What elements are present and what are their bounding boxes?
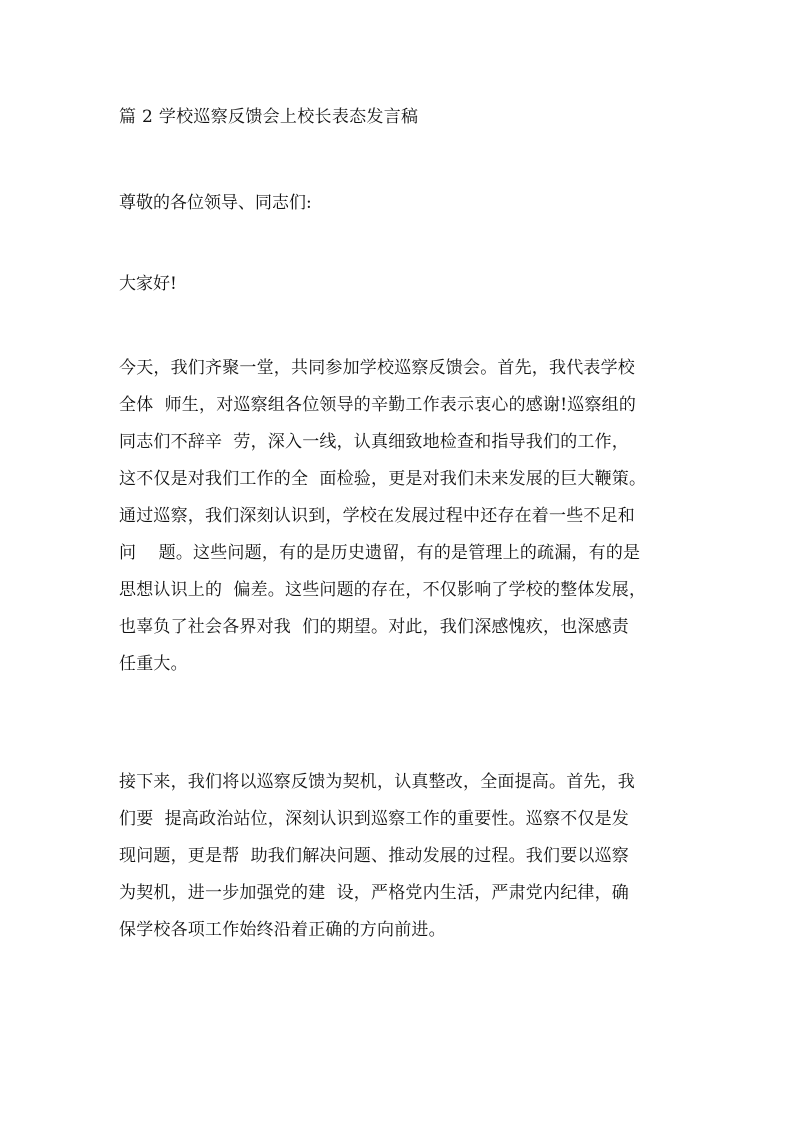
paragraph-2-line: 保学校各项工作始终沿着正确的方向前进。 — [119, 920, 446, 940]
paragraph-1 — [119, 350, 679, 683]
document-title: 篇 2 学校巡察反馈会上校长表态发言稿 — [119, 107, 419, 127]
paragraph-2-line: 现问题，更是帮 助我们解决问题、推动发展的过程。我们要以巡察 — [119, 846, 630, 866]
paragraph-1-line: 通过巡察，我们深刻认识到，学校在发展过程中还存在着一些不足和 — [119, 506, 635, 526]
paragraph-1-line: 也辜负了社会各界对我 们的期望。对此，我们深感愧疚，也深感责 — [119, 617, 630, 637]
paragraph-2-line: 们要 提高政治站位，深刻认识到巡察工作的重要性。巡察不仅是发 — [119, 809, 630, 829]
paragraph-1-line: 今天，我们齐聚一堂，共同参加学校巡察反馈会。首先，我代表学校 — [119, 358, 635, 378]
paragraph-1-line: 这不仅是对我们工作的全 面检验，更是对我们未来发展的巨大鞭策。 — [119, 469, 647, 489]
paragraph-1-line: 任重大。 — [119, 654, 188, 674]
paragraph-2-line: 接下来，我们将以巡察反馈为契机，认真整改，全面提高。首先，我 — [119, 772, 635, 792]
greeting-line: 大家好! — [119, 274, 177, 294]
paragraph-1-line: 同志们不辞辛 劳，深入一线，认真细致地检查和指导我们的工作， — [119, 432, 630, 452]
paragraph-1-line: 全体 师生，对巡察组各位领导的辛勤工作表示衷心的感谢!巡察组的 — [119, 395, 637, 415]
salutation-line: 尊敬的各位领导、同志们: — [119, 193, 312, 213]
paragraph-1-line: 问 题。这些问题，有的是历史遗留，有的是管理上的疏漏，有的是 — [119, 543, 641, 563]
paragraph-1-line: 思想认识上的 偏差。这些问题的存在，不仅影响了学校的整体发展， — [119, 580, 647, 600]
paragraph-2-line: 为契机，进一步加强党的建 设，严格党内生活，严肃党内纪律，确 — [119, 883, 630, 903]
paragraph-2 — [119, 764, 679, 949]
